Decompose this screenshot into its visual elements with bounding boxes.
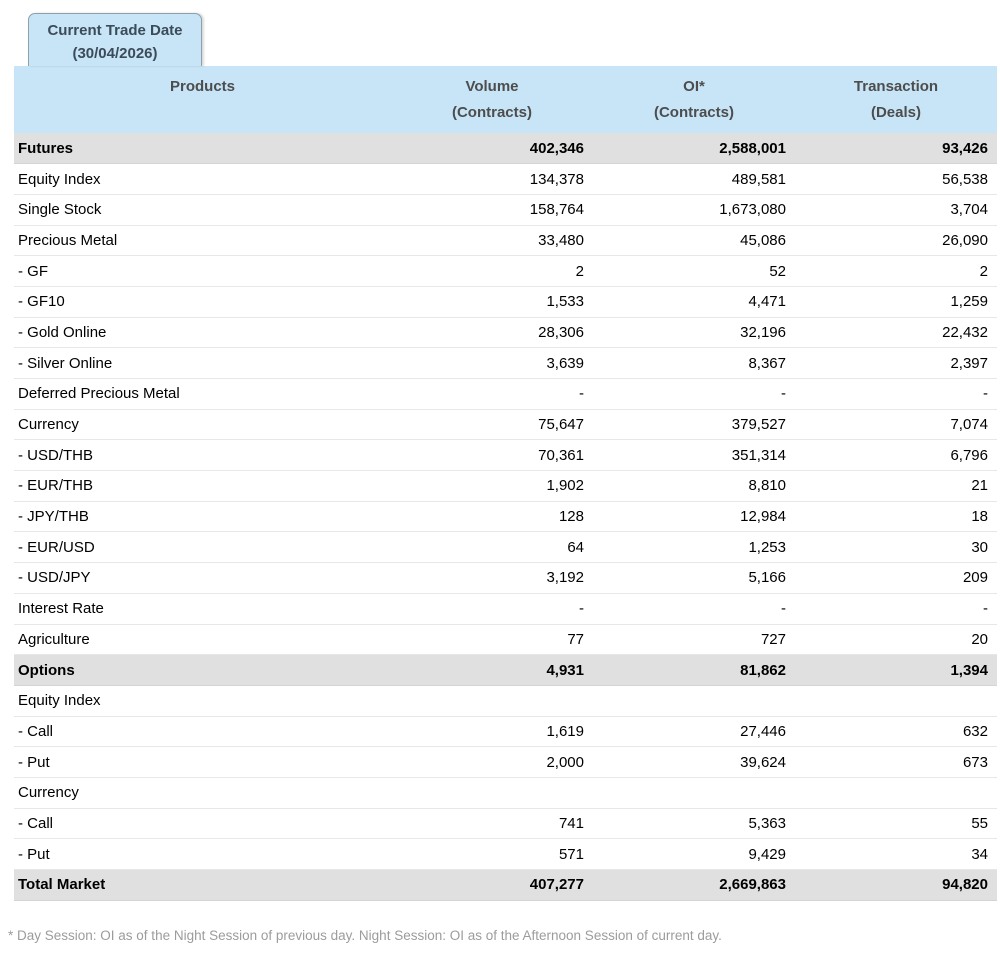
transaction-cell: 22,432 — [795, 317, 997, 348]
transaction-cell: 632 — [795, 716, 997, 747]
table-row — [14, 777, 997, 808]
table-row — [14, 593, 997, 624]
transaction-cell: - — [795, 379, 997, 410]
table-row — [14, 164, 997, 195]
transaction-cell: 30 — [795, 532, 997, 563]
volume-cell: 75,647 — [391, 409, 593, 440]
volume-cell: 571 — [391, 839, 593, 870]
product-cell: Equity Index — [14, 685, 391, 716]
product-cell: - GF — [14, 256, 391, 287]
oi-cell: 2,669,863 — [593, 870, 795, 901]
table-row — [14, 286, 997, 317]
oi-cell: 4,471 — [593, 286, 795, 317]
table-header-row — [14, 66, 997, 133]
market-summary-table — [14, 66, 997, 901]
oi-cell: 8,810 — [593, 471, 795, 502]
oi-cell: 5,166 — [593, 563, 795, 594]
tab-title: Current Trade Date — [47, 22, 183, 39]
volume-cell: 28,306 — [391, 317, 593, 348]
product-cell: - JPY/THB — [14, 501, 391, 532]
table-body — [14, 133, 997, 900]
table-row — [14, 133, 997, 164]
transaction-cell: 34 — [795, 839, 997, 870]
table-row — [14, 194, 997, 225]
product-cell: - Call — [14, 716, 391, 747]
table-row — [14, 501, 997, 532]
oi-cell: 12,984 — [593, 501, 795, 532]
oi-cell: - — [593, 593, 795, 624]
transaction-cell: 94,820 — [795, 870, 997, 901]
transaction-cell: 1,259 — [795, 286, 997, 317]
volume-cell: 64 — [391, 532, 593, 563]
volume-cell: 2 — [391, 256, 593, 287]
transaction-cell: 1,394 — [795, 655, 997, 686]
table-row — [14, 317, 997, 348]
oi-cell: 351,314 — [593, 440, 795, 471]
transaction-cell: 3,704 — [795, 194, 997, 225]
transaction-cell: 18 — [795, 501, 997, 532]
product-cell: - USD/THB — [14, 440, 391, 471]
transaction-cell: - — [795, 593, 997, 624]
transaction-cell — [795, 685, 997, 716]
volume-cell: 4,931 — [391, 655, 593, 686]
oi-cell: 32,196 — [593, 317, 795, 348]
product-cell: - Put — [14, 747, 391, 778]
table-row — [14, 655, 997, 686]
header-oi: OI* (Contracts) — [593, 66, 795, 133]
product-cell: Options — [14, 655, 391, 686]
volume-cell: 1,533 — [391, 286, 593, 317]
volume-cell: 128 — [391, 501, 593, 532]
oi-cell: 5,363 — [593, 808, 795, 839]
transaction-cell — [795, 777, 997, 808]
table-row — [14, 716, 997, 747]
oi-cell — [593, 685, 795, 716]
table-row — [14, 870, 997, 901]
product-cell: Precious Metal — [14, 225, 391, 256]
product-cell: Interest Rate — [14, 593, 391, 624]
oi-cell: 52 — [593, 256, 795, 287]
table-row — [14, 532, 997, 563]
transaction-cell: 2,397 — [795, 348, 997, 379]
table-row — [14, 624, 997, 655]
volume-cell: 1,902 — [391, 471, 593, 502]
product-cell: - EUR/THB — [14, 471, 391, 502]
product-cell: Currency — [14, 409, 391, 440]
volume-cell: 1,619 — [391, 716, 593, 747]
header-products: Products — [14, 66, 391, 133]
transaction-cell: 56,538 — [795, 164, 997, 195]
table-row — [14, 379, 997, 410]
transaction-cell: 20 — [795, 624, 997, 655]
product-cell: - GF10 — [14, 286, 391, 317]
table-row — [14, 225, 997, 256]
product-cell: Total Market — [14, 870, 391, 901]
oi-cell: 81,862 — [593, 655, 795, 686]
oi-cell: 727 — [593, 624, 795, 655]
volume-cell: 77 — [391, 624, 593, 655]
product-cell: Currency — [14, 777, 391, 808]
oi-footnote: * Day Session: OI as of the Night Session of previous day. Night Session: OI as of the Afternoon Session of current day. — [8, 928, 722, 943]
table-row — [14, 839, 997, 870]
transaction-cell: 21 — [795, 471, 997, 502]
tab-current-trade-date[interactable] — [28, 13, 202, 66]
transaction-cell: 673 — [795, 747, 997, 778]
table-row — [14, 440, 997, 471]
volume-cell: 407,277 — [391, 870, 593, 901]
volume-cell: 3,639 — [391, 348, 593, 379]
oi-cell: 1,673,080 — [593, 194, 795, 225]
product-cell: Deferred Precious Metal — [14, 379, 391, 410]
volume-cell: - — [391, 593, 593, 624]
volume-cell — [391, 777, 593, 808]
table-row — [14, 808, 997, 839]
volume-cell: 402,346 — [391, 133, 593, 164]
volume-cell: 158,764 — [391, 194, 593, 225]
table-row — [14, 409, 997, 440]
oi-cell: 39,624 — [593, 747, 795, 778]
table-row — [14, 348, 997, 379]
product-cell: Futures — [14, 133, 391, 164]
header-transaction: Transaction (Deals) — [795, 66, 997, 133]
oi-cell: 27,446 — [593, 716, 795, 747]
volume-cell: 70,361 — [391, 440, 593, 471]
product-cell: Equity Index — [14, 164, 391, 195]
product-cell: Agriculture — [14, 624, 391, 655]
product-cell: - USD/JPY — [14, 563, 391, 594]
product-cell: - Gold Online — [14, 317, 391, 348]
product-cell: Single Stock — [14, 194, 391, 225]
product-cell: - EUR/USD — [14, 532, 391, 563]
product-cell: - Call — [14, 808, 391, 839]
transaction-cell: 7,074 — [795, 409, 997, 440]
volume-cell: - — [391, 379, 593, 410]
oi-cell: 8,367 — [593, 348, 795, 379]
transaction-cell: 26,090 — [795, 225, 997, 256]
oi-cell: 1,253 — [593, 532, 795, 563]
table-row — [14, 685, 997, 716]
table-row — [14, 563, 997, 594]
transaction-cell: 55 — [795, 808, 997, 839]
table-row — [14, 256, 997, 287]
product-cell: - Put — [14, 839, 391, 870]
transaction-cell: 93,426 — [795, 133, 997, 164]
oi-cell: 379,527 — [593, 409, 795, 440]
volume-cell: 741 — [391, 808, 593, 839]
table-row — [14, 747, 997, 778]
volume-cell — [391, 685, 593, 716]
oi-cell — [593, 777, 795, 808]
header-volume: Volume (Contracts) — [391, 66, 593, 133]
volume-cell: 3,192 — [391, 563, 593, 594]
oi-cell: 2,588,001 — [593, 133, 795, 164]
oi-cell: 9,429 — [593, 839, 795, 870]
table-row — [14, 471, 997, 502]
oi-cell: 489,581 — [593, 164, 795, 195]
volume-cell: 134,378 — [391, 164, 593, 195]
tab-date: (30/04/2026) — [72, 45, 158, 62]
oi-cell: 45,086 — [593, 225, 795, 256]
transaction-cell: 6,796 — [795, 440, 997, 471]
volume-cell: 33,480 — [391, 225, 593, 256]
transaction-cell: 2 — [795, 256, 997, 287]
volume-cell: 2,000 — [391, 747, 593, 778]
oi-cell: - — [593, 379, 795, 410]
product-cell: - Silver Online — [14, 348, 391, 379]
transaction-cell: 209 — [795, 563, 997, 594]
